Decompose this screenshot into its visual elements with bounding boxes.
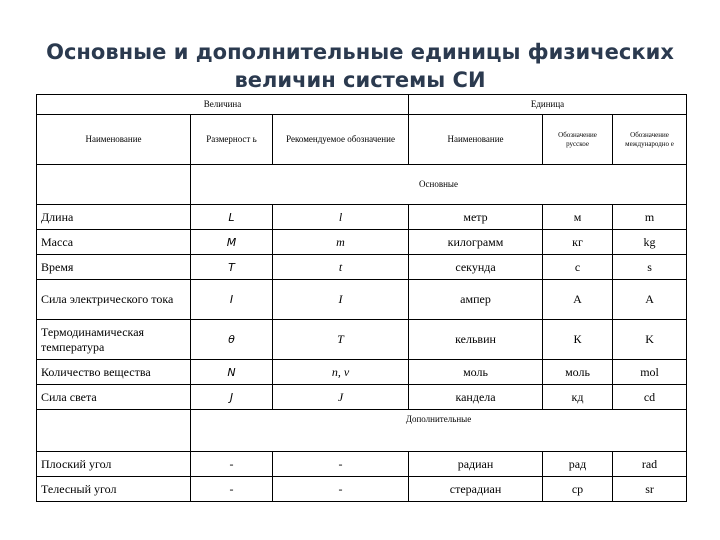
- unit-ru-cell: м: [543, 205, 613, 230]
- quantity-name: Масса: [37, 230, 191, 255]
- unit-intl-cell: kg: [613, 230, 687, 255]
- quantity-name: Время: [37, 255, 191, 280]
- unit-intl-cell: A: [613, 280, 687, 320]
- dimension-cell: M: [191, 230, 273, 255]
- unit-name-cell: метр: [409, 205, 543, 230]
- unit-name-cell: кельвин: [409, 320, 543, 360]
- table-row: [37, 452, 687, 477]
- table-row: [37, 230, 687, 255]
- group-header-quantity: Величина: [37, 95, 409, 115]
- symbol-cell: -: [273, 452, 409, 477]
- quantity-name: Телесный угол: [37, 477, 191, 502]
- table-row: [37, 385, 687, 410]
- unit-ru-cell: ср: [543, 477, 613, 502]
- symbol-cell: m: [273, 230, 409, 255]
- section-basic-empty: [37, 165, 191, 205]
- quantity-name: Термодинамическая температура: [37, 320, 191, 360]
- dimension-cell: N: [191, 360, 273, 385]
- unit-intl-cell: rad: [613, 452, 687, 477]
- section-additional-empty: [37, 410, 191, 452]
- header-unit-intl: Обозначение международно е: [613, 115, 687, 165]
- header-unit-ru: Обозначение русское: [543, 115, 613, 165]
- symbol-cell: t: [273, 255, 409, 280]
- symbol-cell: I: [273, 280, 409, 320]
- unit-name-cell: радиан: [409, 452, 543, 477]
- unit-ru-cell: кг: [543, 230, 613, 255]
- table-row: [37, 320, 687, 360]
- quantity-name: Сила электрического тока: [37, 280, 191, 320]
- header-unit-name: Наименование: [409, 115, 543, 165]
- unit-name-cell: ампер: [409, 280, 543, 320]
- table-row: [37, 360, 687, 385]
- symbol-cell: T: [273, 320, 409, 360]
- unit-intl-cell: cd: [613, 385, 687, 410]
- unit-intl-cell: mol: [613, 360, 687, 385]
- unit-ru-cell: А: [543, 280, 613, 320]
- section-basic-row: [37, 165, 687, 205]
- symbol-cell: -: [273, 477, 409, 502]
- title-line-1: Основные и дополнительные единицы физических: [46, 40, 674, 64]
- quantity-name: Сила света: [37, 385, 191, 410]
- group-header-unit: Единица: [409, 95, 687, 115]
- unit-ru-cell: К: [543, 320, 613, 360]
- dimension-cell: I: [191, 280, 273, 320]
- section-additional-row: [37, 410, 687, 452]
- unit-ru-cell: рад: [543, 452, 613, 477]
- symbol-cell: n, ν: [273, 360, 409, 385]
- unit-ru-cell: с: [543, 255, 613, 280]
- symbol-cell: J: [273, 385, 409, 410]
- quantity-name: Длина: [37, 205, 191, 230]
- title-line-2: величин системы СИ: [234, 68, 486, 92]
- dimension-cell: -: [191, 452, 273, 477]
- table-row: [37, 477, 687, 502]
- unit-name-cell: кандела: [409, 385, 543, 410]
- header-name: Наименование: [37, 115, 191, 165]
- unit-intl-cell: s: [613, 255, 687, 280]
- dimension-cell: L: [191, 205, 273, 230]
- unit-name-cell: стерадиан: [409, 477, 543, 502]
- column-header-row: [37, 115, 687, 165]
- unit-intl-cell: sr: [613, 477, 687, 502]
- quantity-name: Плоский угол: [37, 452, 191, 477]
- dimension-cell: J: [191, 385, 273, 410]
- table-row: [37, 205, 687, 230]
- page-title: [0, 38, 720, 94]
- unit-name-cell: моль: [409, 360, 543, 385]
- unit-ru-cell: кд: [543, 385, 613, 410]
- table-row: [37, 280, 687, 320]
- unit-intl-cell: K: [613, 320, 687, 360]
- si-units-table: [36, 94, 687, 502]
- table-row: [37, 255, 687, 280]
- header-dimension: Размерност ь: [191, 115, 273, 165]
- unit-name-cell: килограмм: [409, 230, 543, 255]
- dimension-cell: θ: [191, 320, 273, 360]
- group-header-row: [37, 95, 687, 115]
- unit-intl-cell: m: [613, 205, 687, 230]
- symbol-cell: l: [273, 205, 409, 230]
- unit-ru-cell: моль: [543, 360, 613, 385]
- header-recommended: Рекомендуемое обозначение: [273, 115, 409, 165]
- dimension-cell: -: [191, 477, 273, 502]
- dimension-cell: T: [191, 255, 273, 280]
- quantity-name: Количество вещества: [37, 360, 191, 385]
- unit-name-cell: секунда: [409, 255, 543, 280]
- section-basic-label: Основные: [191, 165, 687, 205]
- section-additional-label: Дополнительные: [191, 410, 687, 452]
